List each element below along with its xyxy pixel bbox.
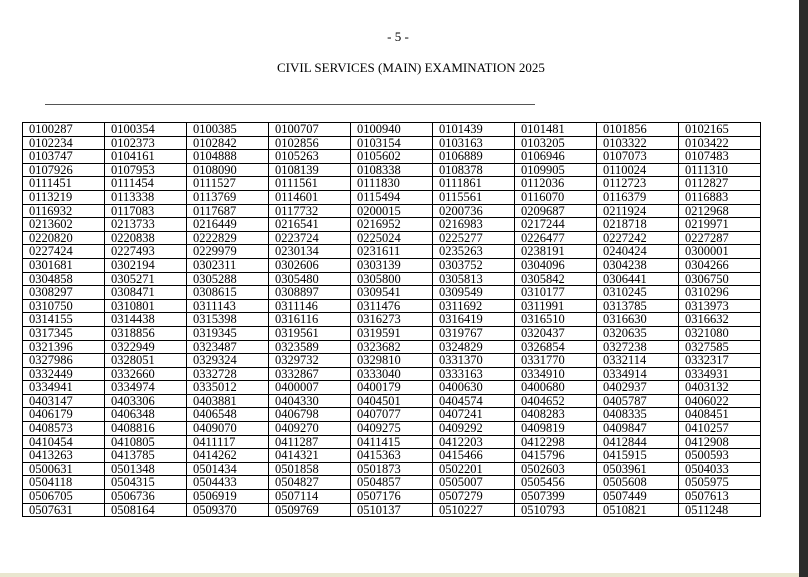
roll-number-cell: 0305480	[269, 272, 351, 286]
table-row	[23, 408, 761, 422]
table-row	[23, 422, 761, 436]
roll-number-cell: 0331370	[433, 354, 515, 368]
roll-number-cell: 0404330	[269, 394, 351, 408]
roll-number-cell: 0501873	[351, 462, 433, 476]
roll-number-cell: 0332728	[187, 367, 269, 381]
roll-number-cell: 0111861	[433, 177, 515, 191]
roll-number-cell: 0107483	[679, 150, 761, 164]
roll-number-cell: 0101481	[515, 123, 597, 137]
roll-number-cell: 0222829	[187, 231, 269, 245]
roll-number-cell: 0408451	[679, 408, 761, 422]
roll-number-cell: 0111451	[23, 177, 105, 191]
table-row	[23, 326, 761, 340]
roll-number-cell: 0311991	[515, 299, 597, 313]
table-row	[23, 340, 761, 354]
roll-number-cell: 0109905	[515, 163, 597, 177]
roll-number-cell: 0235263	[433, 245, 515, 259]
roll-number-cell: 0511248	[679, 503, 761, 517]
roll-number-cell: 0220838	[105, 231, 187, 245]
roll-number-cell: 0321396	[23, 340, 105, 354]
roll-number-cell: 0110024	[597, 163, 679, 177]
table-row	[23, 218, 761, 232]
roll-number-cell: 0500631	[23, 462, 105, 476]
roll-number-cell: 0301681	[23, 258, 105, 272]
roll-number-cell: 0115494	[351, 190, 433, 204]
roll-number-cell: 0502603	[515, 462, 597, 476]
roll-number-cell: 0216541	[269, 218, 351, 232]
roll-number-cell: 0227287	[679, 231, 761, 245]
roll-number-cell: 0103205	[515, 136, 597, 150]
roll-number-cell: 0408283	[515, 408, 597, 422]
roll-number-cell: 0103322	[597, 136, 679, 150]
viewer-bottom-bar	[0, 573, 799, 577]
roll-number-cell: 0117732	[269, 204, 351, 218]
roll-number-cell: 0405787	[597, 394, 679, 408]
roll-number-cell: 0101439	[433, 123, 515, 137]
roll-number-cell: 0410257	[679, 422, 761, 436]
roll-number-cell: 0112036	[515, 177, 597, 191]
roll-number-cell: 0106946	[515, 150, 597, 164]
roll-number-cell: 0111310	[679, 163, 761, 177]
roll-number-cell: 0327585	[679, 340, 761, 354]
roll-number-cell: 0400179	[351, 381, 433, 395]
roll-number-cell: 0314438	[105, 313, 187, 327]
table-row	[23, 435, 761, 449]
roll-number-cell: 0105602	[351, 150, 433, 164]
roll-number-cell: 0227242	[597, 231, 679, 245]
roll-number-cell: 0216449	[187, 218, 269, 232]
roll-number-cell: 0311146	[269, 299, 351, 313]
roll-number-cell: 0505456	[515, 476, 597, 490]
roll-number-cell: 0334974	[105, 381, 187, 395]
roll-number-cell: 0100354	[105, 123, 187, 137]
roll-number-cell: 0105263	[269, 150, 351, 164]
roll-number-cell: 0116070	[515, 190, 597, 204]
roll-number-cell: 0116379	[597, 190, 679, 204]
roll-number-cell: 0320437	[515, 326, 597, 340]
roll-number-cell: 0507449	[597, 490, 679, 504]
roll-number-cell: 0500593	[679, 449, 761, 463]
roll-number-cell: 0332449	[23, 367, 105, 381]
roll-number-cell: 0332867	[269, 367, 351, 381]
roll-number-cell: 0310801	[105, 299, 187, 313]
roll-number-cell: 0409070	[187, 422, 269, 436]
roll-number-cell: 0106889	[433, 150, 515, 164]
roll-number-cell: 0219971	[679, 218, 761, 232]
roll-number-cell: 0107953	[105, 163, 187, 177]
table-row	[23, 313, 761, 327]
table-row	[23, 354, 761, 368]
roll-number-cell: 0212968	[679, 204, 761, 218]
table-row	[23, 503, 761, 517]
roll-number-cell: 0402937	[597, 381, 679, 395]
roll-number-cell: 0329810	[351, 354, 433, 368]
roll-number-cell: 0332114	[597, 354, 679, 368]
roll-number-cell: 0100707	[269, 123, 351, 137]
roll-number-cell: 0403306	[105, 394, 187, 408]
roll-number-cell: 0506919	[187, 490, 269, 504]
roll-number-cell: 0102234	[23, 136, 105, 150]
roll-number-cell: 0329732	[269, 354, 351, 368]
roll-number-cell: 0309549	[433, 286, 515, 300]
roll-number-cell: 0406179	[23, 408, 105, 422]
roll-number-cell: 0333040	[351, 367, 433, 381]
table-row	[23, 150, 761, 164]
roll-number-cell: 0311692	[433, 299, 515, 313]
roll-number-cell: 0112827	[679, 177, 761, 191]
roll-number-cell: 0115561	[433, 190, 515, 204]
roll-number-cell: 0300001	[679, 245, 761, 259]
table-row	[23, 163, 761, 177]
roll-number-cell: 0306441	[597, 272, 679, 286]
roll-number-cell: 0218718	[597, 218, 679, 232]
roll-number-cell: 0319591	[351, 326, 433, 340]
roll-number-cell: 0216952	[351, 218, 433, 232]
roll-number-cell: 0406548	[187, 408, 269, 422]
roll-number-cell: 0323589	[269, 340, 351, 354]
roll-number-cell: 0108139	[269, 163, 351, 177]
table-row	[23, 462, 761, 476]
roll-number-cell: 0100940	[351, 123, 433, 137]
roll-number-cell: 0226477	[515, 231, 597, 245]
roll-number-cell: 0411415	[351, 435, 433, 449]
roll-number-cell: 0100287	[23, 123, 105, 137]
roll-number-cell: 0111830	[351, 177, 433, 191]
table-row	[23, 381, 761, 395]
roll-number-cell: 0104888	[187, 150, 269, 164]
roll-number-cell: 0334941	[23, 381, 105, 395]
roll-number-cell: 0334914	[597, 367, 679, 381]
roll-number-cell: 0507631	[23, 503, 105, 517]
roll-number-cell: 0217244	[515, 218, 597, 232]
roll-number-cell: 0414321	[269, 449, 351, 463]
table-row	[23, 258, 761, 272]
roll-number-cell: 0412908	[679, 435, 761, 449]
roll-number-cell: 0331770	[515, 354, 597, 368]
roll-number-cell: 0413263	[23, 449, 105, 463]
roll-number-cell: 0502201	[433, 462, 515, 476]
roll-number-cell: 0501434	[187, 462, 269, 476]
roll-number-cell: 0333163	[433, 367, 515, 381]
roll-number-cell: 0305271	[105, 272, 187, 286]
roll-number-cell: 0510793	[515, 503, 597, 517]
roll-number-cell: 0200015	[351, 204, 433, 218]
roll-number-cell: 0310750	[23, 299, 105, 313]
roll-number-cell: 0303139	[351, 258, 433, 272]
roll-number-cell: 0209687	[515, 204, 597, 218]
roll-number-cell: 0310296	[679, 286, 761, 300]
roll-number-cell: 0100385	[187, 123, 269, 137]
roll-number-cell: 0415915	[597, 449, 679, 463]
roll-number-cell: 0113219	[23, 190, 105, 204]
roll-number-cell: 0332317	[679, 354, 761, 368]
roll-number-cell: 0407077	[351, 408, 433, 422]
roll-number-cell: 0323682	[351, 340, 433, 354]
viewer-scrollbar[interactable]	[799, 0, 808, 577]
roll-number-cell: 0415796	[515, 449, 597, 463]
roll-number-cell: 0506705	[23, 490, 105, 504]
divider-line	[45, 104, 535, 105]
table-row	[23, 231, 761, 245]
roll-number-cell: 0404574	[433, 394, 515, 408]
roll-number-cell: 0113769	[187, 190, 269, 204]
roll-number-cell: 0508164	[105, 503, 187, 517]
roll-number-cell: 0324829	[433, 340, 515, 354]
roll-number-cell: 0507613	[679, 490, 761, 504]
roll-number-cell: 0411117	[187, 435, 269, 449]
page-number: - 5 -	[387, 29, 409, 44]
roll-number-cell: 0306750	[679, 272, 761, 286]
roll-number-cell: 0227424	[23, 245, 105, 259]
roll-number-cell: 0322949	[105, 340, 187, 354]
roll-number-cell: 0101856	[597, 123, 679, 137]
roll-number-cell: 0310245	[597, 286, 679, 300]
roll-number-cell: 0414262	[187, 449, 269, 463]
roll-number-cell: 0311476	[351, 299, 433, 313]
roll-number-cell: 0112723	[597, 177, 679, 191]
roll-number-cell: 0111454	[105, 177, 187, 191]
roll-number-cell: 0314155	[23, 313, 105, 327]
roll-number-cell: 0319767	[433, 326, 515, 340]
roll-number-cell: 0507176	[351, 490, 433, 504]
roll-number-cell: 0108338	[351, 163, 433, 177]
roll-number-cell: 0504433	[187, 476, 269, 490]
roll-number-cell: 0102165	[679, 123, 761, 137]
roll-number-cell: 0304238	[597, 258, 679, 272]
table-row	[23, 245, 761, 259]
table-row	[23, 449, 761, 463]
roll-number-cell: 0108378	[433, 163, 515, 177]
roll-number-cell: 0304858	[23, 272, 105, 286]
roll-number-cell: 0213602	[23, 218, 105, 232]
roll-number-cell: 0305813	[433, 272, 515, 286]
roll-number-cell: 0316632	[679, 313, 761, 327]
roll-number-cell: 0400680	[515, 381, 597, 395]
roll-number-cell: 0230134	[269, 245, 351, 259]
roll-number-cell: 0240424	[597, 245, 679, 259]
roll-number-cell: 0332660	[105, 367, 187, 381]
roll-number-cell: 0114601	[269, 190, 351, 204]
roll-number-cell: 0412203	[433, 435, 515, 449]
roll-number-cell: 0200736	[433, 204, 515, 218]
roll-number-cell: 0409275	[351, 422, 433, 436]
roll-number-cell: 0408335	[597, 408, 679, 422]
roll-number-cell: 0501858	[269, 462, 351, 476]
roll-number-cell: 0103747	[23, 150, 105, 164]
roll-number-cell: 0102842	[187, 136, 269, 150]
roll-number-cell: 0308471	[105, 286, 187, 300]
roll-number-cell: 0318856	[105, 326, 187, 340]
roll-number-cell: 0410454	[23, 435, 105, 449]
roll-number-cell: 0229979	[187, 245, 269, 259]
roll-number-cell: 0415363	[351, 449, 433, 463]
roll-number-cell: 0409819	[515, 422, 597, 436]
roll-number-cell: 0103163	[433, 136, 515, 150]
roll-number-cell: 0406022	[679, 394, 761, 408]
roll-number-cell: 0225024	[351, 231, 433, 245]
roll-number-cell: 0413785	[105, 449, 187, 463]
roll-number-cell: 0412298	[515, 435, 597, 449]
roll-number-table	[22, 122, 761, 517]
roll-number-cell: 0321080	[679, 326, 761, 340]
roll-number-cell: 0302606	[269, 258, 351, 272]
table-row	[23, 272, 761, 286]
roll-number-cell: 0304266	[679, 258, 761, 272]
roll-number-cell: 0409292	[433, 422, 515, 436]
roll-number-cell: 0326854	[515, 340, 597, 354]
roll-number-cell: 0111527	[187, 177, 269, 191]
table-row	[23, 476, 761, 490]
roll-number-cell: 0510227	[433, 503, 515, 517]
roll-number-cell: 0107073	[597, 150, 679, 164]
roll-number-cell: 0316116	[269, 313, 351, 327]
roll-number-cell: 0408573	[23, 422, 105, 436]
roll-number-cell: 0308615	[187, 286, 269, 300]
roll-number-cell: 0334931	[679, 367, 761, 381]
roll-number-cell: 0308297	[23, 286, 105, 300]
roll-number-cell: 0220820	[23, 231, 105, 245]
roll-number-cell: 0213733	[105, 218, 187, 232]
roll-number-cell: 0315398	[187, 313, 269, 327]
roll-number-cell: 0505007	[433, 476, 515, 490]
roll-number-cell: 0408816	[105, 422, 187, 436]
roll-number-cell: 0334910	[515, 367, 597, 381]
table-row	[23, 136, 761, 150]
roll-number-cell: 0303752	[433, 258, 515, 272]
roll-number-cell: 0510821	[597, 503, 679, 517]
roll-number-cell: 0328051	[105, 354, 187, 368]
roll-number-cell: 0310177	[515, 286, 597, 300]
roll-number-cell: 0412844	[597, 435, 679, 449]
roll-number-cell: 0319561	[269, 326, 351, 340]
roll-number-cell: 0117083	[105, 204, 187, 218]
roll-number-cell: 0308897	[269, 286, 351, 300]
roll-number-cell: 0305800	[351, 272, 433, 286]
roll-number-cell: 0316273	[351, 313, 433, 327]
roll-number-cell: 0231611	[351, 245, 433, 259]
table-row	[23, 204, 761, 218]
roll-number-cell: 0211924	[597, 204, 679, 218]
roll-number-cell: 0407241	[433, 408, 515, 422]
roll-number-cell: 0103422	[679, 136, 761, 150]
roll-number-cell: 0313785	[597, 299, 679, 313]
roll-number-cell: 0504827	[269, 476, 351, 490]
roll-number-cell: 0305842	[515, 272, 597, 286]
roll-number-cell: 0216983	[433, 218, 515, 232]
roll-number-cell: 0316510	[515, 313, 597, 327]
roll-number-cell: 0406798	[269, 408, 351, 422]
roll-number-cell: 0309541	[351, 286, 433, 300]
roll-number-cell: 0507114	[269, 490, 351, 504]
roll-number-cell: 0111561	[269, 177, 351, 191]
roll-number-cell: 0410805	[105, 435, 187, 449]
roll-number-cell: 0116883	[679, 190, 761, 204]
roll-number-cell: 0411287	[269, 435, 351, 449]
roll-number-cell: 0107926	[23, 163, 105, 177]
table-row	[23, 299, 761, 313]
roll-number-cell: 0113338	[105, 190, 187, 204]
roll-number-cell: 0403147	[23, 394, 105, 408]
roll-number-cell: 0505975	[679, 476, 761, 490]
roll-number-cell: 0320635	[597, 326, 679, 340]
document-title: CIVIL SERVICES (MAIN) EXAMINATION 2025	[277, 60, 545, 75]
roll-number-cell: 0507399	[515, 490, 597, 504]
roll-number-cell: 0506736	[105, 490, 187, 504]
table-row	[23, 177, 761, 191]
table-row	[23, 367, 761, 381]
roll-number-cell: 0305288	[187, 272, 269, 286]
table-row	[23, 490, 761, 504]
roll-number-cell: 0509769	[269, 503, 351, 517]
roll-number-cell: 0108090	[187, 163, 269, 177]
roll-number-cell: 0313973	[679, 299, 761, 313]
roll-number-cell: 0509370	[187, 503, 269, 517]
roll-number-cell: 0317345	[23, 326, 105, 340]
roll-number-cell: 0404652	[515, 394, 597, 408]
roll-number-cell: 0504118	[23, 476, 105, 490]
roll-number-cell: 0116932	[23, 204, 105, 218]
roll-number-cell: 0504857	[351, 476, 433, 490]
roll-number-cell: 0316630	[597, 313, 679, 327]
roll-number-cell: 0102373	[105, 136, 187, 150]
roll-number-cell: 0510137	[351, 503, 433, 517]
roll-number-cell: 0323487	[187, 340, 269, 354]
roll-number-cell: 0327238	[597, 340, 679, 354]
roll-number-cell: 0223724	[269, 231, 351, 245]
roll-number-cell: 0117687	[187, 204, 269, 218]
table-row	[23, 123, 761, 137]
roll-number-cell: 0505608	[597, 476, 679, 490]
roll-number-cell: 0302311	[187, 258, 269, 272]
roll-number-cell: 0403881	[187, 394, 269, 408]
roll-number-cell: 0501348	[105, 462, 187, 476]
roll-number-cell: 0335012	[187, 381, 269, 395]
roll-number-cell: 0504315	[105, 476, 187, 490]
roll-number-cell: 0103154	[351, 136, 433, 150]
roll-number-cell: 0329324	[187, 354, 269, 368]
roll-number-cell: 0415466	[433, 449, 515, 463]
roll-number-cell: 0400007	[269, 381, 351, 395]
roll-number-cell: 0311143	[187, 299, 269, 313]
roll-number-cell: 0403132	[679, 381, 761, 395]
table-row	[23, 286, 761, 300]
table-row	[23, 190, 761, 204]
roll-number-cell: 0503961	[597, 462, 679, 476]
roll-number-cell: 0504033	[679, 462, 761, 476]
roll-number-cell: 0406348	[105, 408, 187, 422]
table-row	[23, 394, 761, 408]
roll-number-cell: 0227493	[105, 245, 187, 259]
roll-number-cell: 0400630	[433, 381, 515, 395]
roll-number-cell: 0409847	[597, 422, 679, 436]
roll-number-cell: 0319345	[187, 326, 269, 340]
roll-number-cell: 0238191	[515, 245, 597, 259]
roll-number-cell: 0404501	[351, 394, 433, 408]
roll-number-cell: 0104161	[105, 150, 187, 164]
roll-number-cell: 0225277	[433, 231, 515, 245]
roll-number-cell: 0327986	[23, 354, 105, 368]
roll-number-cell: 0302194	[105, 258, 187, 272]
roll-number-cell: 0316419	[433, 313, 515, 327]
roll-number-cell: 0304096	[515, 258, 597, 272]
roll-number-cell: 0409270	[269, 422, 351, 436]
roll-number-cell: 0102856	[269, 136, 351, 150]
roll-number-cell: 0507279	[433, 490, 515, 504]
